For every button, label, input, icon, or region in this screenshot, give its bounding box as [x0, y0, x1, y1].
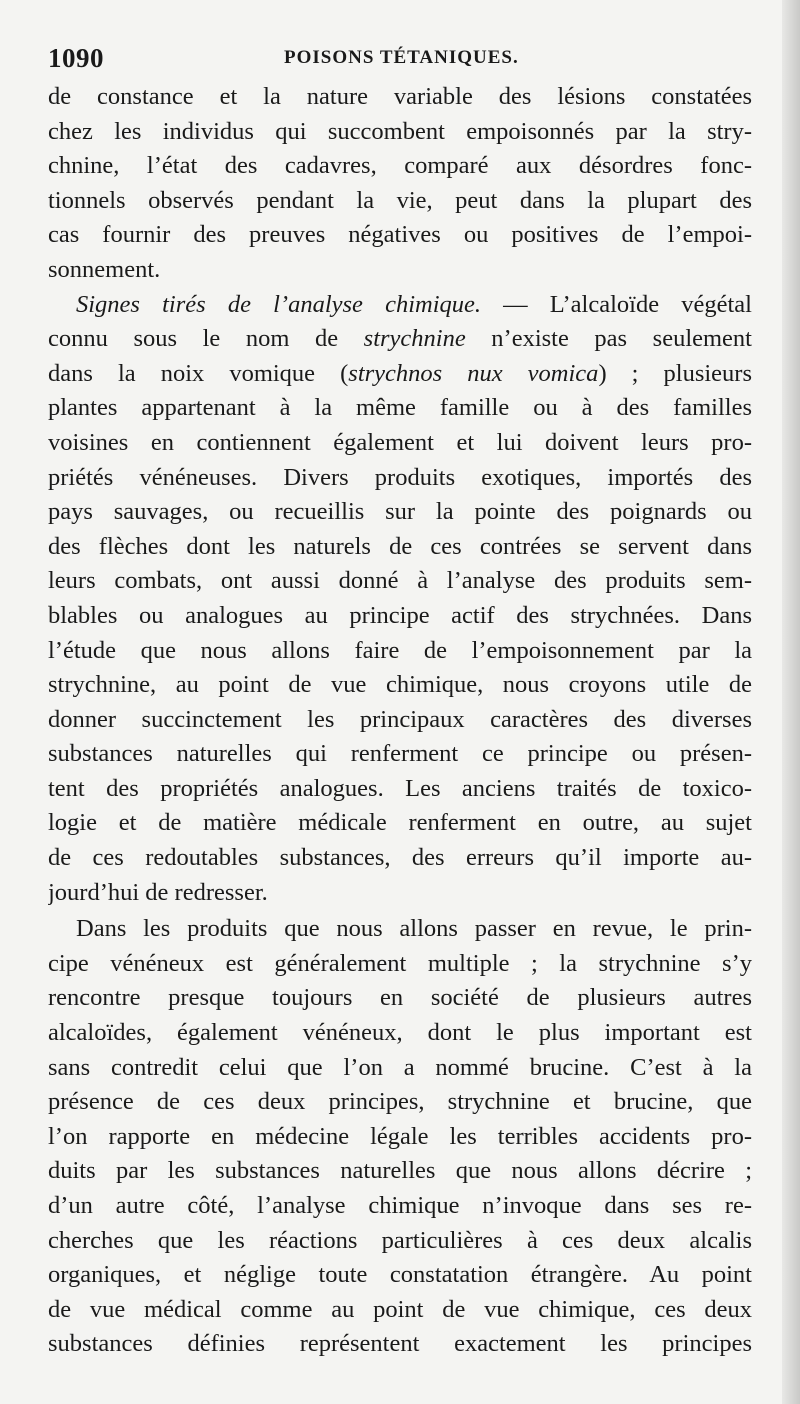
text-line: priétés vénéneuses. Divers produits exotiques, importés des: [48, 463, 752, 491]
text-line: rencontre presque toujours en société de plusieurs autres: [48, 984, 752, 1012]
text-line: strychnine, au point de vue chimique, nous croyons utile de: [48, 671, 752, 699]
italic-text: strychnine: [363, 325, 466, 353]
text-line: tionnels observés pendant la vie, peut dans la plupart des: [48, 186, 752, 214]
text-line: connu sous le nom de strychnine n’existe pas seulement: [48, 325, 752, 353]
text-line: de ces redoutables substances, des erreurs qu’il importe au-: [48, 844, 752, 872]
text-line: sonnement.: [48, 255, 161, 283]
italic-text: strychnos nux vomica: [348, 359, 599, 387]
italic-text: Signes tirés de l’analyse chimique.: [76, 290, 481, 318]
text-line: Signes tirés de l’analyse chimique. — L’alcaloïde végétal: [76, 290, 752, 318]
text-line: leurs combats, ont aussi donné à l’analyse des produits sem-: [48, 567, 752, 595]
text-line: chez les individus qui succombent empoisonnés par la stry-: [48, 117, 752, 145]
body-text: [48, 80, 752, 1362]
text-line: voisines en contiennent également et lui doivent leurs pro-: [48, 428, 752, 456]
running-head: [48, 40, 748, 76]
text-line: dans la noix vomique (strychnos nux vomica) ; plusieurs: [48, 359, 752, 387]
text-line: l’étude que nous allons faire de l’empoisonnement par la: [48, 636, 752, 664]
text-line: jourd’hui de redresser.: [48, 878, 268, 906]
text-line: substances naturelles qui renferment ce principe ou présen-: [48, 740, 752, 768]
text-line: de vue médical comme au point de vue chimique, ces deux: [48, 1295, 752, 1323]
page-edge-shadow: [782, 0, 800, 1404]
text-line: Dans les produits que nous allons passer en revue, le prin-: [76, 915, 752, 943]
text-line: d’un autre côté, l’analyse chimique n’invoque dans ses re-: [48, 1192, 752, 1219]
text-line: sans contredit celui que l’on a nommé brucine. C’est à la: [48, 1053, 752, 1081]
text-line: des flèches dont les naturels de ces contrées se servent dans: [48, 532, 752, 560]
text-line: tent des propriétés analogues. Les anciens traités de toxico-: [48, 774, 752, 802]
text-line: l’on rapporte en médecine légale les terribles accidents pro-: [48, 1122, 752, 1150]
text-line: blables ou analogues au principe actif des strychnées. Dans: [48, 601, 752, 629]
text-line: organiques, et néglige toute constatation étrangère. Au point: [48, 1261, 752, 1289]
chapter-title: POISONS TÉTANIQUES.: [284, 47, 519, 68]
page-number: 1090: [48, 43, 104, 73]
text-line: substances définies représentent exactement les principes: [48, 1330, 752, 1358]
text-line: donner succinctement les principaux caractères des diverses: [48, 705, 752, 733]
text-line: cherches que les réactions particulières à ces deux alcalis: [48, 1226, 752, 1254]
text-line: présence de ces deux principes, strychnine et brucine, que: [48, 1088, 752, 1116]
text-line: logie et de matière médicale renferment en outre, au sujet: [48, 809, 752, 837]
text-line: alcaloïdes, également vénéneux, dont le plus important est: [48, 1019, 752, 1047]
text-line: pays sauvages, ou recueillis sur la pointe des poignards ou: [48, 498, 752, 526]
text-line: duits par les substances naturelles que nous allons décrire ;: [48, 1157, 752, 1185]
text-line: de constance et la nature variable des lésions constatées: [48, 83, 752, 110]
text-line: chnine, l’état des cadavres, comparé aux désordres fonc-: [48, 152, 752, 180]
text-line: cas fournir des preuves négatives ou positives de l’empoi-: [48, 221, 752, 249]
text-line: cipe vénéneux est généralement multiple ; la strychnine s’y: [48, 949, 752, 977]
text-line: plantes appartenant à la même famille ou à des familles: [48, 394, 752, 422]
